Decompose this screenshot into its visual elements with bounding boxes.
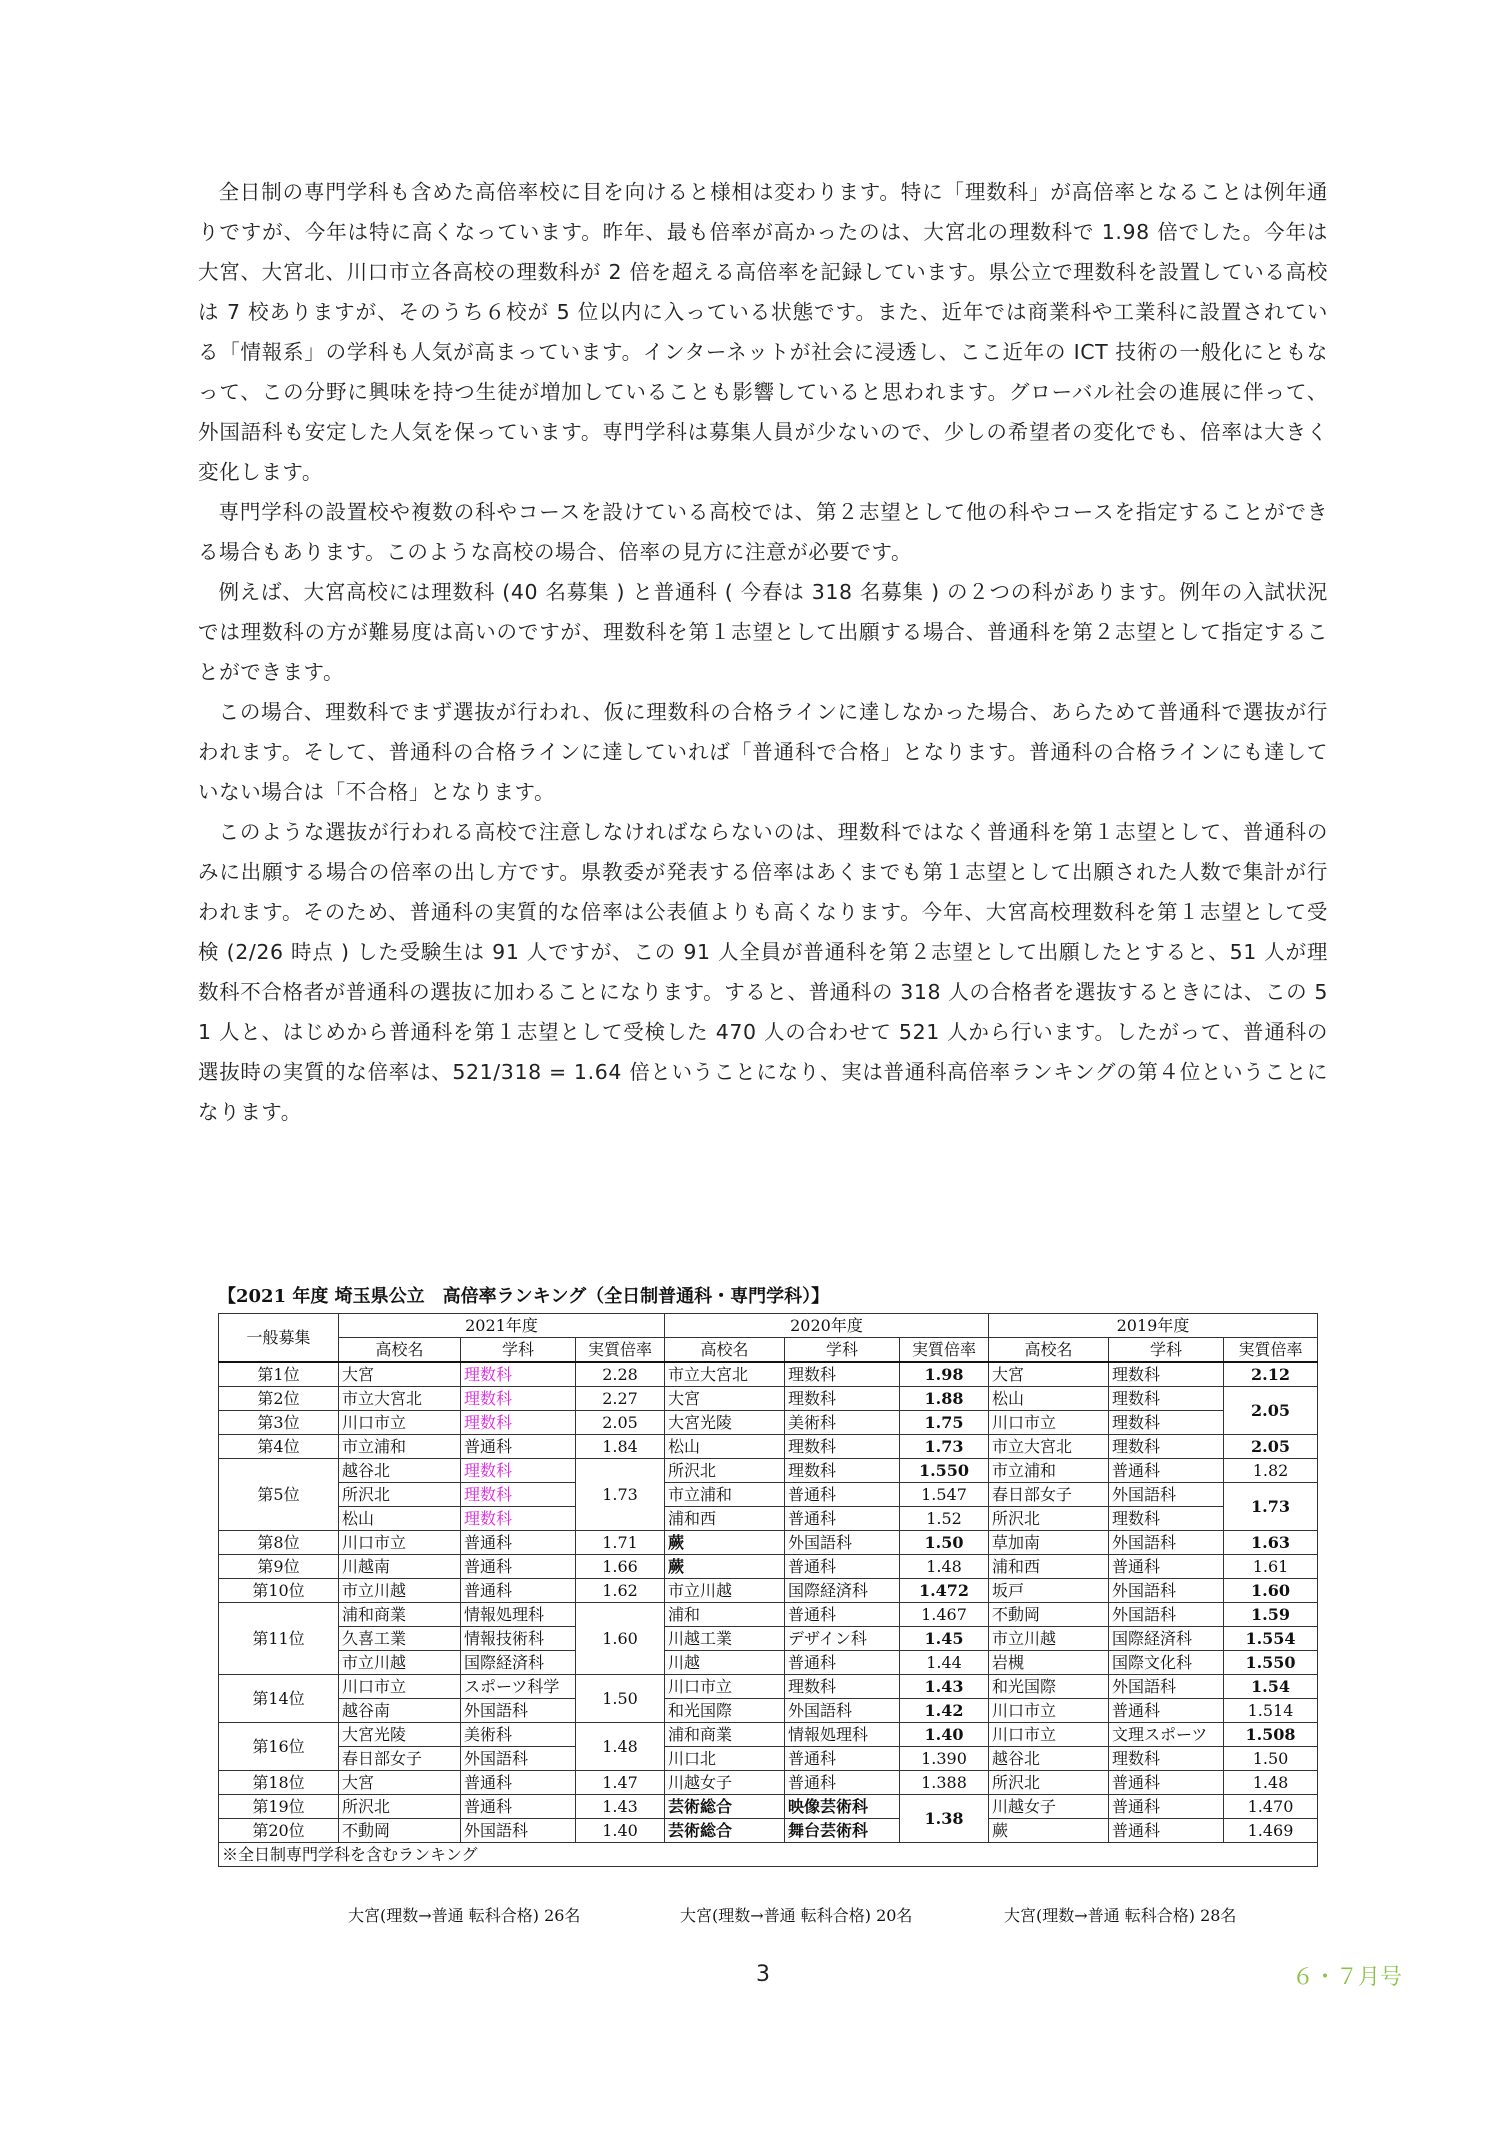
dept-cell: 普通科 [461, 1531, 576, 1555]
ratio-cell: 1.50 [1224, 1747, 1318, 1771]
school-cell: 市立浦和 [665, 1483, 785, 1507]
dept-cell: 理数科 [785, 1675, 900, 1699]
school-cell: 大宮 [989, 1362, 1109, 1387]
ratio-cell: 1.60 [576, 1603, 665, 1675]
ratio-cell: 1.470 [1224, 1795, 1318, 1819]
ratio-cell: 1.40 [576, 1819, 665, 1843]
ratio-cell: 1.43 [900, 1675, 989, 1699]
ratio-cell: 1.467 [900, 1603, 989, 1627]
table-row [219, 1675, 1318, 1699]
dept-cell: 情報処理科 [461, 1603, 576, 1627]
dept-cell: 普通科 [785, 1483, 900, 1507]
dept-cell: 普通科 [461, 1771, 576, 1795]
dept-cell: 理数科 [1109, 1411, 1224, 1435]
year-header-row [219, 1314, 1318, 1338]
dept-cell: 外国語科 [1109, 1603, 1224, 1627]
rank-cell: 第18位 [219, 1771, 339, 1795]
school-cell: 坂戸 [989, 1579, 1109, 1603]
issue-label: ６・７月号 [1292, 1965, 1403, 1990]
dept-cell: 理数科 [1109, 1435, 1224, 1459]
rank-cell: 第14位 [219, 1675, 339, 1723]
dept-cell: 普通科 [785, 1555, 900, 1579]
school-cell: 蕨 [665, 1531, 785, 1555]
school-cell: 浦和 [665, 1603, 785, 1627]
dept-cell: 文理スポーツ [1109, 1723, 1224, 1747]
ratio-cell: 1.63 [1224, 1531, 1318, 1555]
school-cell: 芸術総合 [665, 1795, 785, 1819]
school-cell: 蕨 [989, 1819, 1109, 1843]
school-cell: 市立川越 [339, 1579, 461, 1603]
rank-cell: 第20位 [219, 1819, 339, 1843]
school-cell: 蕨 [665, 1555, 785, 1579]
paragraph: この場合、理数科でまず選抜が行われ、仮に理数科の合格ラインに達しなかった場合、あらためて普通科で選抜が行われます。そして、普通科の合格ラインに達していれば「普通科で合格」となります。普通科の合格ラインにも達していない場合は「不合格」となります。 [198, 700, 1328, 804]
school-cell: 越谷北 [339, 1459, 461, 1483]
year-header: 2019年度 [989, 1314, 1318, 1338]
dept-cell: 理数科 [461, 1507, 576, 1531]
dept-cell: 理数科 [461, 1459, 576, 1483]
column-header-row [219, 1338, 1318, 1363]
dept-cell: 外国語科 [1109, 1483, 1224, 1507]
dept-cell: 国際文化科 [1109, 1651, 1224, 1675]
dept-cell: 普通科 [461, 1555, 576, 1579]
school-cell: 川口市立 [339, 1675, 461, 1699]
ratio-cell: 1.388 [900, 1771, 989, 1795]
table-row [219, 1362, 1318, 1387]
ratio-cell: 1.547 [900, 1483, 989, 1507]
rank-cell: 第4位 [219, 1435, 339, 1459]
table-row [219, 1387, 1318, 1411]
school-cell: 所沢北 [989, 1507, 1109, 1531]
rank-cell: 第9位 [219, 1555, 339, 1579]
dept-cell: 理数科 [785, 1387, 900, 1411]
school-cell: 川口市立 [989, 1723, 1109, 1747]
col-dept-header: 学科 [1109, 1338, 1224, 1363]
table-row [219, 1651, 1318, 1675]
dept-cell: 理数科 [785, 1435, 900, 1459]
note-row [219, 1843, 1318, 1867]
dept-cell: 普通科 [1109, 1699, 1224, 1723]
dept-cell: 外国語科 [1109, 1675, 1224, 1699]
school-cell: 岩槻 [989, 1651, 1109, 1675]
dept-cell: 普通科 [785, 1771, 900, 1795]
school-cell: 市立大宮北 [339, 1387, 461, 1411]
col-ratio-header: 実質倍率 [900, 1338, 989, 1363]
school-cell: 川越女子 [665, 1771, 785, 1795]
school-cell: 久喜工業 [339, 1627, 461, 1651]
dept-cell: 外国語科 [461, 1747, 576, 1771]
footnote-2020: 大宮(理数→普通 転科合格) 20名 [680, 1906, 913, 1925]
year-header: 2020年度 [665, 1314, 989, 1338]
article-body [198, 172, 1328, 1132]
school-cell: 春日部女子 [989, 1483, 1109, 1507]
dept-cell: 国際経済科 [785, 1579, 900, 1603]
dept-cell: 普通科 [785, 1603, 900, 1627]
school-cell: 川口市立 [339, 1411, 461, 1435]
dept-cell: 理数科 [461, 1362, 576, 1387]
school-cell: 芸術総合 [665, 1819, 785, 1843]
table-row [219, 1483, 1318, 1507]
table-title: 【2021 年度 埼玉県公立 高倍率ランキング（全日制普通科・専門学科）】 [218, 1286, 830, 1307]
school-cell: 大宮 [665, 1387, 785, 1411]
table-row [219, 1459, 1318, 1483]
dept-cell: 普通科 [1109, 1819, 1224, 1843]
ratio-cell: 1.48 [1224, 1771, 1318, 1795]
ratio-cell: 2.05 [1224, 1387, 1318, 1435]
school-cell: 不動岡 [339, 1819, 461, 1843]
school-cell: 浦和西 [989, 1555, 1109, 1579]
dept-cell: 国際経済科 [461, 1651, 576, 1675]
dept-cell: 普通科 [1109, 1459, 1224, 1483]
dept-cell: 普通科 [785, 1507, 900, 1531]
dept-cell: 理数科 [461, 1411, 576, 1435]
table-row [219, 1507, 1318, 1531]
school-cell: 川口市立 [665, 1675, 785, 1699]
col-school-header: 高校名 [665, 1338, 785, 1363]
ratio-cell: 1.390 [900, 1747, 989, 1771]
school-cell: 大宮光陵 [665, 1411, 785, 1435]
school-cell: 越谷北 [989, 1747, 1109, 1771]
col-school-header: 高校名 [339, 1338, 461, 1363]
ratio-cell: 1.73 [1224, 1483, 1318, 1531]
paragraph: 例えば、大宮高校には理数科 (40 名募集 ) と普通科 ( 今春は 318 名募集 ) の２つの科があります。例年の入試状況では理数科の方が難易度は高いのですが、理数科を第１志望として出願する場合、普通科を第２志望として指定することができます。 [198, 580, 1328, 684]
ratio-cell: 1.61 [1224, 1555, 1318, 1579]
rank-cell: 第5位 [219, 1459, 339, 1531]
paragraph: このような選抜が行われる高校で注意しなければならないのは、理数科ではなく普通科を第１志望として、普通科のみに出願する場合の倍率の出し方です。県教委が発表する倍率はあくまでも第１志望として出願された人数で集計が行われます。そのため、普通科の実質的な倍率は公表値よりも高くなります。今年、大宮高校理数科を第１志望として受検 (2/26 時点 ) した受験生は 91 人ですが、この 91 人全員が普通科を第２志望として出願したとすると、51 人が理数科不合格者が普通科の選抜に加わることになります。すると、普通科の 318 人の合格者を選抜するときには、この 51 人と、はじめから普通科を第１志望として受検した 470 人の合わせて 521 人から行います。したがって、普通科の選抜時の実質的な倍率は、521/318 = 1.64 倍ということになり、実は普通科高倍率ランキングの第４位ということになります。 [198, 820, 1328, 1124]
dept-cell: 普通科 [461, 1795, 576, 1819]
ratio-cell: 1.48 [576, 1723, 665, 1771]
table-row [219, 1819, 1318, 1843]
ratio-cell: 1.554 [1224, 1627, 1318, 1651]
ratio-cell: 1.469 [1224, 1819, 1318, 1843]
dept-cell: 理数科 [1109, 1387, 1224, 1411]
paragraph: 専門学科の設置校や複数の科やコースを設けている高校では、第２志望として他の科やコースを指定することができる場合もあります。このような高校の場合、倍率の見方に注意が必要です。 [198, 500, 1328, 564]
school-cell: 春日部女子 [339, 1747, 461, 1771]
dept-cell: 理数科 [785, 1362, 900, 1387]
ratio-cell: 2.05 [576, 1411, 665, 1435]
dept-cell: 情報技術科 [461, 1627, 576, 1651]
school-cell: 所沢北 [339, 1483, 461, 1507]
ratio-cell: 1.50 [900, 1531, 989, 1555]
ranking-table [218, 1313, 1318, 1867]
school-cell: 川口北 [665, 1747, 785, 1771]
ratio-cell: 1.38 [900, 1795, 989, 1843]
dept-cell: 普通科 [461, 1435, 576, 1459]
school-cell: 草加南 [989, 1531, 1109, 1555]
dept-cell: 映像芸術科 [785, 1795, 900, 1819]
col-ratio-header: 実質倍率 [576, 1338, 665, 1363]
table-row [219, 1699, 1318, 1723]
table-note: ※全日制専門学科を含むランキング [219, 1843, 1318, 1867]
col-ratio-header: 実質倍率 [1224, 1338, 1318, 1363]
dept-cell: 理数科 [1109, 1507, 1224, 1531]
school-cell: 川越女子 [989, 1795, 1109, 1819]
dept-cell: 美術科 [785, 1411, 900, 1435]
ratio-cell: 1.82 [1224, 1459, 1318, 1483]
dept-cell: 普通科 [1109, 1795, 1224, 1819]
ratio-cell: 1.84 [576, 1435, 665, 1459]
dept-cell: 国際経済科 [1109, 1627, 1224, 1651]
ratio-cell: 1.43 [576, 1795, 665, 1819]
ratio-cell: 1.52 [900, 1507, 989, 1531]
page-number: 3 [756, 1962, 770, 1987]
ratio-cell: 1.48 [900, 1555, 989, 1579]
ratio-cell: 1.71 [576, 1531, 665, 1555]
rank-cell: 第1位 [219, 1362, 339, 1387]
school-cell: 市立大宮北 [989, 1435, 1109, 1459]
ratio-cell: 1.75 [900, 1411, 989, 1435]
dept-cell: デザイン科 [785, 1627, 900, 1651]
col-school-header: 高校名 [989, 1338, 1109, 1363]
ratio-cell: 1.98 [900, 1362, 989, 1387]
ratio-cell: 2.27 [576, 1387, 665, 1411]
dept-cell: 外国語科 [461, 1819, 576, 1843]
school-cell: 川口市立 [339, 1531, 461, 1555]
rank-cell: 第10位 [219, 1579, 339, 1603]
dept-cell: 外国語科 [785, 1699, 900, 1723]
school-cell: 川越 [665, 1651, 785, 1675]
dept-cell: 理数科 [1109, 1362, 1224, 1387]
ratio-cell: 2.05 [1224, 1435, 1318, 1459]
school-cell: 川口市立 [989, 1411, 1109, 1435]
table-row [219, 1555, 1318, 1579]
school-cell: 浦和商業 [665, 1723, 785, 1747]
dept-cell: 外国語科 [461, 1699, 576, 1723]
ratio-cell: 2.12 [1224, 1362, 1318, 1387]
ratio-cell: 1.59 [1224, 1603, 1318, 1627]
col-dept-header: 学科 [461, 1338, 576, 1363]
school-cell: 越谷南 [339, 1699, 461, 1723]
ratio-cell: 1.73 [900, 1435, 989, 1459]
school-cell: 大宮 [339, 1771, 461, 1795]
paragraph: 全日制の専門学科も含めた高倍率校に目を向けると様相は変わります。特に「理数科」が高倍率となることは例年通りですが、今年は特に高くなっています。昨年、最も倍率が高かったのは、大宮北の理数科で 1.98 倍でした。今年は大宮、大宮北、川口市立各高校の理数科が 2 倍を超える高倍率を記録しています。県公立で理数科を設置している高校は 7 校ありますが、そのうち６校が 5 位以内に入っている状態です。また、近年では商業科や工業科に設置されている「情報系」の学科も人気が高まっています。インターネットが社会に浸透し、ここ近年の ICT 技術の一般化にともなって、この分野に興味を持つ生徒が増加していることも影響していると思われます。グローバル社会の進展に伴って、外国語科も安定した人気を保っています。専門学科は募集人員が少ないので、少しの希望者の変化でも、倍率は大きく変化します。 [198, 180, 1328, 484]
dept-cell: 普通科 [461, 1579, 576, 1603]
school-cell: 所沢北 [339, 1795, 461, 1819]
dept-cell: 外国語科 [785, 1531, 900, 1555]
school-cell: 大宮 [339, 1362, 461, 1387]
table-row [219, 1411, 1318, 1435]
school-cell: 川越南 [339, 1555, 461, 1579]
rank-cell: 第3位 [219, 1411, 339, 1435]
ratio-cell: 1.514 [1224, 1699, 1318, 1723]
dept-cell: 舞台芸術科 [785, 1819, 900, 1843]
school-cell: 所沢北 [665, 1459, 785, 1483]
ratio-cell: 1.550 [1224, 1651, 1318, 1675]
rank-cell: 第11位 [219, 1603, 339, 1675]
ratio-cell: 1.472 [900, 1579, 989, 1603]
dept-cell: スポーツ科学 [461, 1675, 576, 1699]
table-row [219, 1747, 1318, 1771]
col-dept-header: 学科 [785, 1338, 900, 1363]
school-cell: 和光国際 [989, 1675, 1109, 1699]
ratio-cell: 1.62 [576, 1579, 665, 1603]
ratio-cell: 1.50 [576, 1675, 665, 1723]
ratio-cell: 1.66 [576, 1555, 665, 1579]
table-row [219, 1795, 1318, 1819]
footnote-2019: 大宮(理数→普通 転科合格) 28名 [1004, 1906, 1237, 1925]
table-row [219, 1531, 1318, 1555]
dept-cell: 理数科 [461, 1387, 576, 1411]
ratio-cell: 1.60 [1224, 1579, 1318, 1603]
table-row [219, 1723, 1318, 1747]
school-cell: 市立川越 [665, 1579, 785, 1603]
dept-cell: 普通科 [1109, 1771, 1224, 1795]
ratio-cell: 1.54 [1224, 1675, 1318, 1699]
dept-cell: 普通科 [1109, 1555, 1224, 1579]
school-cell: 浦和商業 [339, 1603, 461, 1627]
school-cell: 川口市立 [989, 1699, 1109, 1723]
rank-cell: 第2位 [219, 1387, 339, 1411]
dept-cell: 普通科 [785, 1651, 900, 1675]
table-row [219, 1771, 1318, 1795]
dept-cell: 外国語科 [1109, 1579, 1224, 1603]
ratio-cell: 1.88 [900, 1387, 989, 1411]
dept-cell: 美術科 [461, 1723, 576, 1747]
table-row [219, 1627, 1318, 1651]
ratio-cell: 1.47 [576, 1771, 665, 1795]
school-cell: 市立川越 [339, 1651, 461, 1675]
school-cell: 松山 [989, 1387, 1109, 1411]
dept-cell: 普通科 [785, 1747, 900, 1771]
table-row [219, 1579, 1318, 1603]
dept-cell: 理数科 [461, 1483, 576, 1507]
ratio-cell: 1.73 [576, 1459, 665, 1531]
rank-header: 一般募集 [219, 1314, 339, 1363]
school-cell: 市立浦和 [339, 1435, 461, 1459]
school-cell: 不動岡 [989, 1603, 1109, 1627]
ratio-cell: 2.28 [576, 1362, 665, 1387]
ratio-cell: 1.40 [900, 1723, 989, 1747]
year-header: 2021年度 [339, 1314, 665, 1338]
school-cell: 川越工業 [665, 1627, 785, 1651]
ratio-cell: 1.45 [900, 1627, 989, 1651]
dept-cell: 理数科 [785, 1459, 900, 1483]
ratio-cell: 1.508 [1224, 1723, 1318, 1747]
ratio-cell: 1.550 [900, 1459, 989, 1483]
rank-cell: 第19位 [219, 1795, 339, 1819]
school-cell: 市立川越 [989, 1627, 1109, 1651]
ratio-cell: 1.44 [900, 1651, 989, 1675]
school-cell: 所沢北 [989, 1771, 1109, 1795]
school-cell: 松山 [339, 1507, 461, 1531]
rank-cell: 第8位 [219, 1531, 339, 1555]
dept-cell: 理数科 [1109, 1747, 1224, 1771]
table-row [219, 1603, 1318, 1627]
school-cell: 松山 [665, 1435, 785, 1459]
school-cell: 和光国際 [665, 1699, 785, 1723]
table-row [219, 1435, 1318, 1459]
school-cell: 大宮光陵 [339, 1723, 461, 1747]
school-cell: 市立浦和 [989, 1459, 1109, 1483]
ratio-cell: 1.42 [900, 1699, 989, 1723]
dept-cell: 情報処理科 [785, 1723, 900, 1747]
school-cell: 市立大宮北 [665, 1362, 785, 1387]
footnote-2021: 大宮(理数→普通 転科合格) 26名 [348, 1906, 581, 1925]
school-cell: 浦和西 [665, 1507, 785, 1531]
dept-cell: 外国語科 [1109, 1531, 1224, 1555]
rank-cell: 第16位 [219, 1723, 339, 1771]
